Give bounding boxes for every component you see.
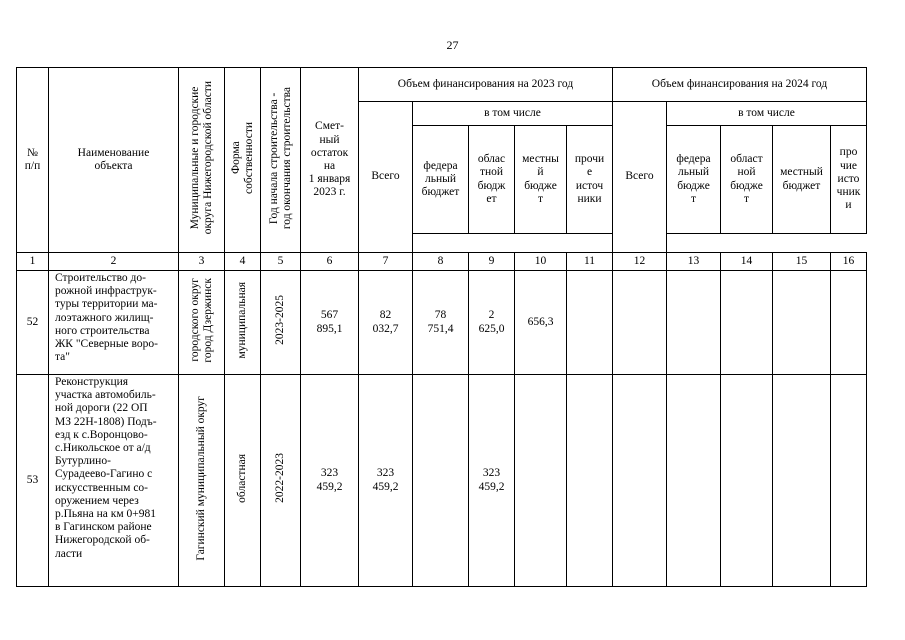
federal-2024-cell xyxy=(667,271,721,375)
local-2024-cell xyxy=(773,375,831,587)
header-other-2023: прочи е источ ники xyxy=(567,126,613,234)
regional-2024-cell xyxy=(721,375,773,587)
regional-2023-cell: 323 459,2 xyxy=(469,375,515,587)
header-federal-2024: федера льный бюдже т xyxy=(667,126,721,234)
header-balance: Смет- ный остаток на 1 января 2023 г. xyxy=(301,68,359,253)
years-text: 2023-2025 xyxy=(274,295,286,346)
local-2023-cell: 656,3 xyxy=(515,271,567,375)
column-number: 2 xyxy=(49,253,179,271)
table-row xyxy=(17,271,867,375)
total-2023-cell: 323 459,2 xyxy=(359,375,413,587)
header-municipality-text: Муниципальные и городские округа Нижегородской области xyxy=(188,81,214,235)
page-number: 27 xyxy=(446,38,459,52)
regional-2024-cell xyxy=(721,271,773,375)
municipality-cell xyxy=(179,271,225,375)
local-2024-cell xyxy=(773,271,831,375)
column-number: 11 xyxy=(567,253,613,271)
column-number: 16 xyxy=(831,253,867,271)
total-2023-cell: 82 032,7 xyxy=(359,271,413,375)
header-no: № п/п xyxy=(17,68,49,253)
ownership-cell xyxy=(225,271,261,375)
federal-2023-cell xyxy=(413,375,469,587)
header-name: Наименование объекта xyxy=(49,68,179,253)
total-2024-cell xyxy=(613,375,667,587)
column-number: 3 xyxy=(179,253,225,271)
other-2024-cell xyxy=(831,375,867,587)
header-federal-2023: федера льный бюджет xyxy=(413,126,469,234)
federal-2024-cell xyxy=(667,375,721,587)
column-number: 13 xyxy=(667,253,721,271)
header-regional-2023: облас тной бюдж ет xyxy=(469,126,515,234)
column-number: 6 xyxy=(301,253,359,271)
column-number: 10 xyxy=(515,253,567,271)
column-number: 4 xyxy=(225,253,261,271)
column-number: 7 xyxy=(359,253,413,271)
years-cell xyxy=(261,375,301,587)
header-ownership xyxy=(225,68,261,253)
row-number: 52 xyxy=(17,271,49,375)
object-name: Строительство до- рожной инфраструк- туры территории ма- лоэтажного жилищ- ного строительства ЖК "Северные воро- та" xyxy=(49,271,179,375)
header-other-2024: про чие исто чник и xyxy=(831,126,867,234)
header-local-2023: местны й бюдже т xyxy=(515,126,567,234)
municipality-cell xyxy=(179,375,225,587)
ownership-text: областная xyxy=(236,453,248,503)
financing-table xyxy=(16,67,867,587)
column-number: 15 xyxy=(773,253,831,271)
column-numbers-row xyxy=(17,253,867,271)
ownership-cell xyxy=(225,375,261,587)
column-number: 8 xyxy=(413,253,469,271)
header-years-text: Год начала строительства - год окончания строительства xyxy=(267,86,293,229)
header-ownership-text: Форма собственности xyxy=(229,121,255,194)
years-cell xyxy=(261,271,301,375)
other-2023-cell xyxy=(567,271,613,375)
header-local-2024: местный бюджет xyxy=(773,126,831,234)
other-2023-cell xyxy=(567,375,613,587)
header-fin-2024: Объем финансирования на 2024 год xyxy=(613,68,867,102)
header-regional-2024: област ной бюдже т xyxy=(721,126,773,234)
header-years xyxy=(261,68,301,253)
header-fin-2023: Объем финансирования на 2023 год xyxy=(359,68,613,102)
header-including-2023: в том числе xyxy=(413,102,613,126)
municipality-text: городского округ город Дзержинск xyxy=(188,278,214,363)
balance-cell: 567 895,1 xyxy=(301,271,359,375)
column-number: 12 xyxy=(613,253,667,271)
other-2024-cell xyxy=(831,271,867,375)
column-number: 9 xyxy=(469,253,515,271)
column-number: 5 xyxy=(261,253,301,271)
column-number: 14 xyxy=(721,253,773,271)
federal-2023-cell: 78 751,4 xyxy=(413,271,469,375)
ownership-text: муниципальная xyxy=(236,282,248,359)
column-number: 1 xyxy=(17,253,49,271)
row-number: 53 xyxy=(17,375,49,587)
local-2023-cell xyxy=(515,375,567,587)
municipality-text: Гагинский муниципальный округ xyxy=(195,396,207,561)
header-including-2024: в том числе xyxy=(667,102,867,126)
table-row xyxy=(17,375,867,587)
balance-cell: 323 459,2 xyxy=(301,375,359,587)
regional-2023-cell: 2 625,0 xyxy=(469,271,515,375)
header-municipality xyxy=(179,68,225,253)
header-total-2023: Всего xyxy=(359,102,413,253)
object-name: Реконструкция участка автомобиль- ной дороги (22 ОП МЗ 22Н-1808) Подъ- езд к с.Воронцово- с.Никольское от а/д Бутурлино- Сурадеево-Гагино с искусственным со- оружением через р.Пьяна на км 0+981 в Гагинском районе Нижегородской об- ласти xyxy=(49,375,179,587)
years-text: 2022-2023 xyxy=(274,453,286,504)
header-total-2024: Всего xyxy=(613,102,667,253)
total-2024-cell xyxy=(613,271,667,375)
header-row-1 xyxy=(17,68,867,102)
